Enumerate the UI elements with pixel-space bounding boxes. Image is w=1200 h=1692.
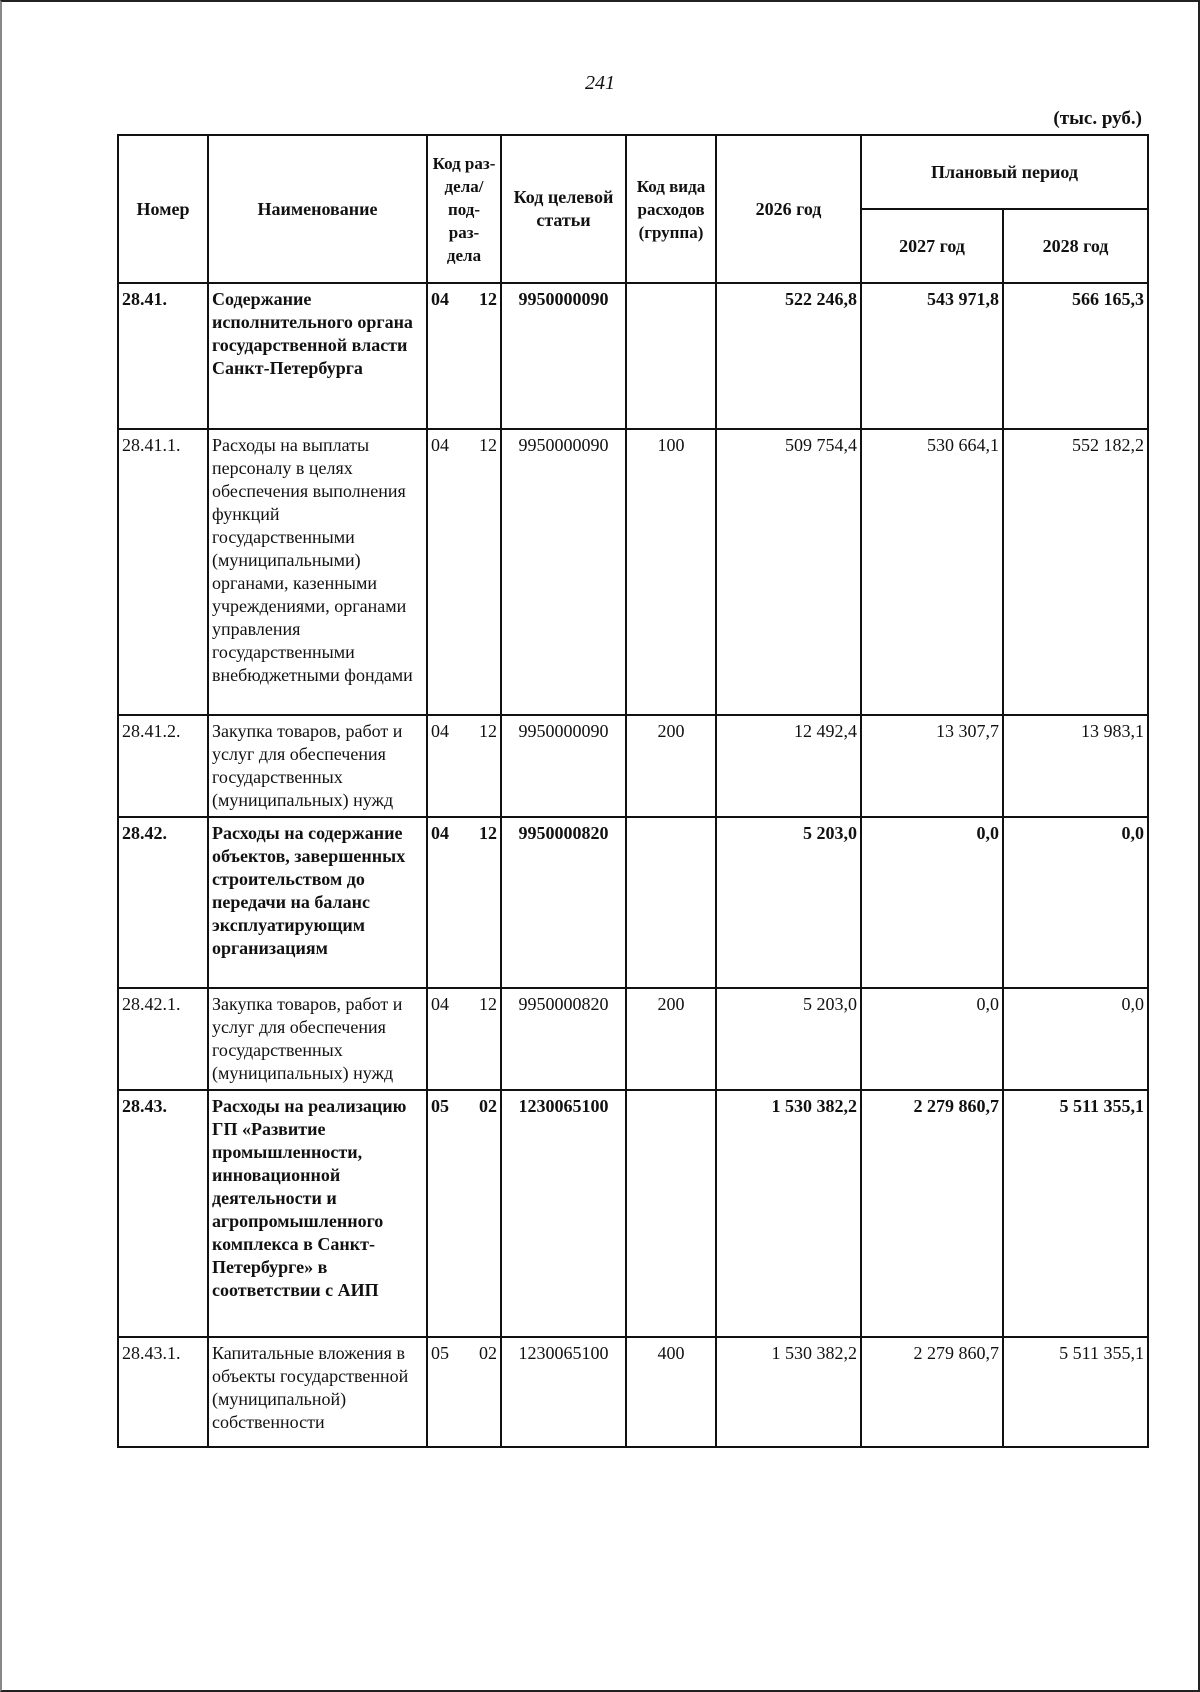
row-amount-2028: 566 165,3 (1003, 283, 1148, 429)
row-amount-2028: 13 983,1 (1003, 715, 1148, 817)
row-target-code: 1230065100 (501, 1337, 626, 1447)
row-amount-2028: 0,0 (1003, 988, 1148, 1090)
row-number: 28.41.1. (118, 429, 208, 715)
row-section (427, 283, 501, 429)
row-amount-2026: 12 492,4 (716, 715, 861, 817)
table-row (118, 988, 1148, 1090)
table-row (118, 283, 1148, 429)
row-amount-2026: 5 203,0 (716, 817, 861, 988)
row-name: Закупка товаров, работ и услуг для обеспечения государственных (муниципальных) нужд (208, 715, 427, 817)
row-number: 28.42. (118, 817, 208, 988)
row-podrazdel: 12 (479, 823, 497, 843)
row-expense-type: 200 (626, 988, 716, 1090)
table-row (118, 1090, 1148, 1337)
row-razdel: 04 (431, 994, 449, 1014)
row-name: Капитальные вложения в объекты государственной (муниципальной) собственности (208, 1337, 427, 1447)
row-target-code: 9950000090 (501, 283, 626, 429)
row-number: 28.41.2. (118, 715, 208, 817)
row-name: Расходы на содержание объектов, завершенных строительством до передачи на баланс эксплуатирующим организациям (208, 817, 427, 988)
row-expense-type: 200 (626, 715, 716, 817)
budget-table (117, 134, 1149, 1448)
row-amount-2028: 0,0 (1003, 817, 1148, 988)
row-section (427, 429, 501, 715)
row-expense-type (626, 817, 716, 988)
row-amount-2027: 2 279 860,7 (861, 1337, 1003, 1447)
row-amount-2026: 5 203,0 (716, 988, 861, 1090)
row-target-code: 9950000090 (501, 715, 626, 817)
header-2028: 2028 год (1003, 209, 1148, 283)
row-number: 28.43.1. (118, 1337, 208, 1447)
row-amount-2028: 552 182,2 (1003, 429, 1148, 715)
row-razdel: 04 (431, 289, 449, 309)
row-razdel: 04 (431, 823, 449, 843)
row-razdel: 04 (431, 721, 449, 741)
table-row (118, 715, 1148, 817)
row-expense-type: 400 (626, 1337, 716, 1447)
row-amount-2028: 5 511 355,1 (1003, 1337, 1148, 1447)
row-target-code: 9950000820 (501, 988, 626, 1090)
row-expense-type (626, 283, 716, 429)
row-target-code: 1230065100 (501, 1090, 626, 1337)
row-amount-2026: 1 530 382,2 (716, 1337, 861, 1447)
header-2026: 2026 год (716, 135, 861, 283)
row-amount-2027: 530 664,1 (861, 429, 1003, 715)
row-number: 28.41. (118, 283, 208, 429)
row-section (427, 817, 501, 988)
row-name: Закупка товаров, работ и услуг для обеспечения государственных (муниципальных) нужд (208, 988, 427, 1090)
units-label: (тыс. руб.) (1053, 108, 1142, 129)
row-podrazdel: 02 (479, 1343, 497, 1363)
header-2027: 2027 год (861, 209, 1003, 283)
row-expense-type (626, 1090, 716, 1337)
scan-edge-marks (1190, 1380, 1194, 1680)
row-amount-2027: 543 971,8 (861, 283, 1003, 429)
row-name: Расходы на реализацию ГП «Развитие промышленности, инновационной деятельности и агропромышленного комплекса в Санкт-Петербурге» в соответствии с АИП (208, 1090, 427, 1337)
row-name: Расходы на выплаты персоналу в целях обеспечения выполнения функций государственными (муниципальными) органами, казенными учреждениями, органами управления государственными внебюджетными фондами (208, 429, 427, 715)
row-amount-2027: 2 279 860,7 (861, 1090, 1003, 1337)
row-name: Содержание исполнительного органа государственной власти Санкт-Петербурга (208, 283, 427, 429)
header-target: Код целевой статьи (501, 135, 626, 283)
row-amount-2026: 1 530 382,2 (716, 1090, 861, 1337)
row-razdel: 05 (431, 1096, 449, 1116)
page-number: 241 (585, 72, 615, 94)
row-amount-2026: 522 246,8 (716, 283, 861, 429)
table-row (118, 429, 1148, 715)
header-expense-type: Код вида расходов (группа) (626, 135, 716, 283)
row-podrazdel: 12 (479, 994, 497, 1014)
row-section (427, 1337, 501, 1447)
row-amount-2028: 5 511 355,1 (1003, 1090, 1148, 1337)
row-podrazdel: 12 (479, 435, 497, 455)
row-target-code: 9950000090 (501, 429, 626, 715)
table-row (118, 817, 1148, 988)
row-amount-2027: 0,0 (861, 817, 1003, 988)
row-section (427, 988, 501, 1090)
row-podrazdel: 12 (479, 289, 497, 309)
row-number: 28.43. (118, 1090, 208, 1337)
row-number: 28.42.1. (118, 988, 208, 1090)
header-number: Номер (118, 135, 208, 283)
row-amount-2027: 13 307,7 (861, 715, 1003, 817)
row-amount-2026: 509 754,4 (716, 429, 861, 715)
row-podrazdel: 12 (479, 721, 497, 741)
row-razdel: 05 (431, 1343, 449, 1363)
row-podrazdel: 02 (479, 1096, 497, 1116)
row-amount-2027: 0,0 (861, 988, 1003, 1090)
table-row (118, 1337, 1148, 1447)
row-section (427, 715, 501, 817)
header-name: Наименование (208, 135, 427, 283)
row-section (427, 1090, 501, 1337)
row-target-code: 9950000820 (501, 817, 626, 988)
row-razdel: 04 (431, 435, 449, 455)
header-section: Код раз- дела/ под- раз- дела (427, 135, 501, 283)
row-expense-type: 100 (626, 429, 716, 715)
header-planned-period: Плановый период (861, 135, 1148, 209)
